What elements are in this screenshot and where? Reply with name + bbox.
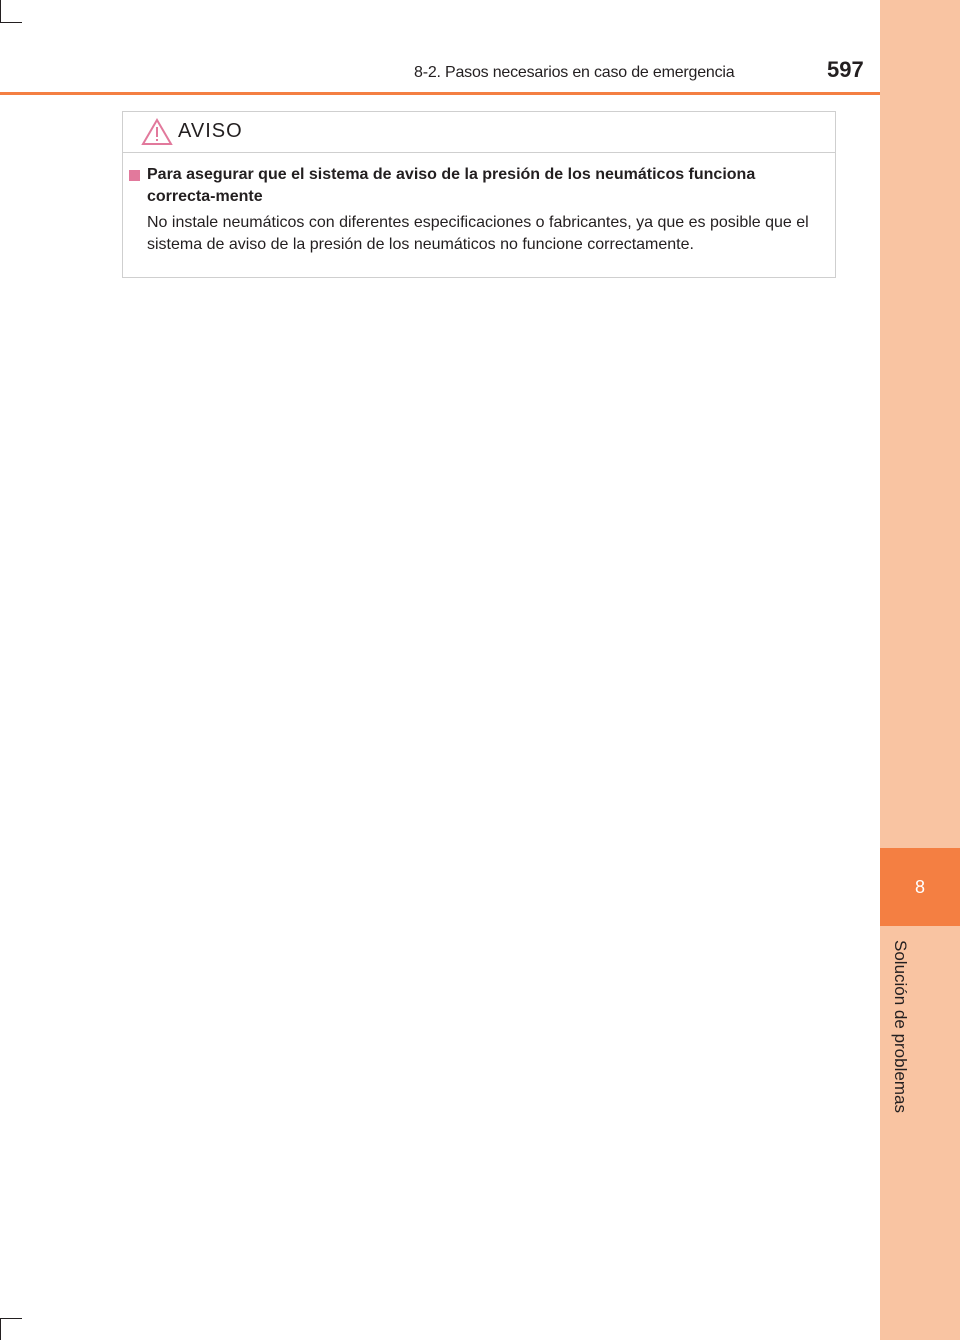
crop-mark xyxy=(0,0,1,22)
warning-item-heading-text: Para asegurar que el sistema de aviso de la presión de los neumáticos funciona correcta-mente xyxy=(147,166,756,205)
chapter-title: Solución de problemas xyxy=(891,940,910,1113)
warning-content xyxy=(123,164,835,256)
square-bullet-icon xyxy=(129,170,140,181)
crop-mark xyxy=(0,22,22,23)
warning-header xyxy=(123,112,835,153)
section-title: 8-2. Pasos necesarios en caso de emergencia xyxy=(414,64,735,81)
crop-mark xyxy=(0,1318,22,1319)
header-rule xyxy=(0,92,880,95)
warning-triangle-icon xyxy=(141,118,173,146)
crop-mark xyxy=(0,1318,1,1340)
warning-item-heading xyxy=(123,164,835,208)
warning-box xyxy=(122,111,836,278)
chapter-number: 8 xyxy=(914,876,925,897)
page-number: 597 xyxy=(827,57,864,82)
warning-item-body: No instale neumáticos con diferentes especificaciones o fabricantes, ya que es posible que el sistema de aviso de la presión de los neumáticos no funcione correctamente. xyxy=(147,214,809,253)
warning-title: AVISO xyxy=(178,120,243,142)
chapter-number-tab xyxy=(880,848,960,926)
